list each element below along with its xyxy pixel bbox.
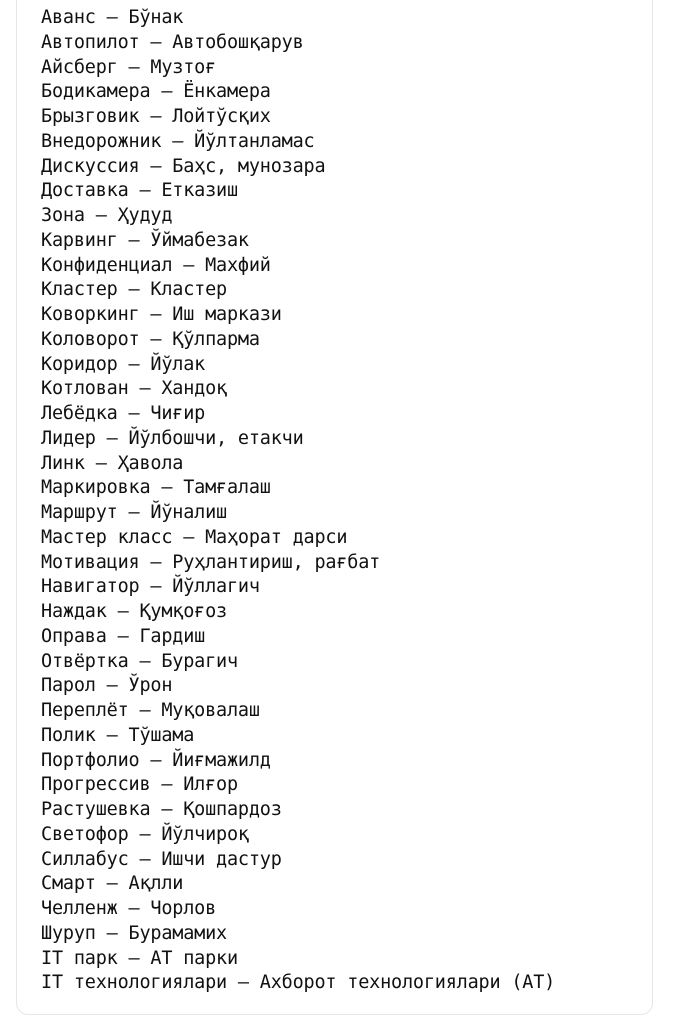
- entry-separator: —: [139, 328, 173, 350]
- glossary-entry: [41, 353, 555, 378]
- entry-term: Дискуссия: [41, 155, 140, 177]
- entry-translation: Тамғалаш: [183, 477, 271, 499]
- entry-term: Навигатор: [41, 576, 140, 598]
- entry-translation: Баҳс, мунозара: [172, 155, 326, 177]
- glossary-entry: [41, 80, 555, 105]
- entry-term: Доставка: [41, 180, 129, 202]
- glossary-entry: [41, 872, 555, 897]
- entry-translation: Йўлчироқ: [161, 823, 249, 845]
- glossary-entry: [41, 105, 555, 130]
- entry-translation: Йўлтанламас: [194, 130, 315, 152]
- entry-translation: Ҳавола: [117, 452, 184, 474]
- entry-translation: Йиғмажилд: [172, 749, 271, 771]
- glossary-entry: [41, 427, 555, 452]
- entry-translation: Бурагич: [161, 650, 238, 672]
- entry-separator: —: [95, 7, 129, 28]
- entry-translation: Йўллагич: [172, 576, 260, 598]
- entry-term: Карвинг: [41, 229, 118, 251]
- entry-separator: —: [95, 873, 129, 895]
- entry-separator: —: [84, 205, 118, 226]
- entry-separator: —: [117, 403, 151, 424]
- glossary-entry: [41, 947, 555, 972]
- entry-term: Бодикамера: [41, 81, 151, 103]
- glossary-entry: [41, 897, 555, 922]
- entry-term: IT технологиялари: [41, 972, 227, 994]
- entry-term: Прогрессив: [41, 774, 151, 796]
- entry-translation: Ишчи дастур: [161, 848, 282, 870]
- entry-translation: Йўналиш: [150, 502, 227, 523]
- entry-translation: Қошпардоз: [183, 799, 282, 820]
- glossary-entry: [41, 526, 555, 551]
- glossary-entry: [41, 328, 555, 353]
- entry-translation: Йўлбошчи, етакчи: [128, 427, 304, 449]
- glossary-entry: [41, 56, 555, 81]
- entry-translation: Гардиш: [139, 625, 206, 647]
- entry-translation: Чорлов: [150, 898, 217, 919]
- entry-translation: Автобошқарув: [172, 31, 304, 53]
- entry-separator: —: [128, 180, 162, 202]
- glossary-entry: [41, 699, 555, 724]
- entry-separator: —: [128, 650, 162, 672]
- glossary-entry: [41, 254, 555, 279]
- entry-term: Айсберг: [41, 56, 118, 78]
- entry-translation: Муқовалаш: [161, 700, 260, 721]
- entry-translation: Ўрон: [128, 675, 173, 697]
- entry-translation: АТ парки: [150, 947, 238, 969]
- glossary-entry: [41, 848, 555, 873]
- glossary-entry: [41, 625, 555, 650]
- entry-translation: Ўймабезак: [150, 229, 249, 251]
- entry-term: Конфиденциал: [41, 254, 173, 276]
- glossary-entry: [41, 922, 555, 947]
- entry-translation: Бўнак: [128, 7, 184, 28]
- entry-term: Лебёдка: [41, 403, 118, 424]
- entry-translation: Йўлак: [150, 353, 206, 375]
- entry-term: Внедорожник: [41, 130, 162, 152]
- entry-separator: —: [150, 477, 184, 499]
- glossary-entry: [41, 377, 555, 402]
- entry-term: Полик: [41, 724, 96, 746]
- entry-separator: —: [106, 625, 140, 647]
- glossary-entry: [41, 204, 555, 229]
- glossary-entry: [41, 303, 555, 328]
- entry-term: IT парк: [41, 947, 118, 969]
- entry-translation: Маҳорат дарси: [205, 526, 348, 548]
- entry-translation: Чиғир: [150, 403, 206, 424]
- entry-separator: —: [172, 526, 206, 548]
- entry-translation: Ҳудуд: [117, 205, 173, 226]
- entry-term: Коловорот: [41, 328, 140, 350]
- entry-translation: Ақлли: [128, 873, 184, 895]
- entry-translation: Хандоқ: [161, 378, 227, 400]
- entry-separator: —: [128, 823, 162, 845]
- glossary-entry: [41, 551, 555, 576]
- glossary-entry: [41, 402, 555, 427]
- glossary-entry: [41, 798, 555, 823]
- entry-separator: —: [226, 972, 260, 994]
- glossary-entry: [41, 773, 555, 798]
- entry-term: Мотивация: [41, 551, 140, 573]
- entry-translation: Музтоғ: [150, 56, 217, 78]
- glossary-entry: [41, 452, 555, 477]
- entry-term: Переплёт: [41, 700, 129, 721]
- entry-separator: —: [150, 81, 184, 103]
- glossary-entry: [41, 650, 555, 675]
- entry-term: Мастер класс: [41, 526, 173, 548]
- entry-separator: —: [172, 254, 206, 276]
- entry-translation: Махфий: [205, 254, 271, 276]
- entry-separator: —: [95, 922, 129, 944]
- entry-term: Лидер: [41, 427, 96, 449]
- entry-translation: Қумқоғоз: [139, 601, 227, 622]
- entry-separator: —: [150, 799, 184, 820]
- entry-translation: Етказиш: [161, 180, 238, 202]
- entry-term: Кластер: [41, 279, 118, 301]
- entry-separator: —: [84, 452, 118, 474]
- entry-term: Смарт: [41, 873, 96, 895]
- glossary-entry: [41, 179, 555, 204]
- entry-translation: Илғор: [183, 774, 238, 796]
- glossary-entry: [41, 823, 555, 848]
- entry-separator: —: [95, 724, 129, 746]
- entry-term: Маркировка: [41, 477, 151, 499]
- entry-separator: —: [128, 848, 162, 870]
- entry-term: Автопилот: [41, 31, 140, 53]
- entry-translation: Лойтўсқих: [172, 106, 271, 127]
- entry-separator: —: [106, 601, 140, 622]
- glossary-entry: [41, 229, 555, 254]
- entry-separator: —: [139, 576, 173, 598]
- glossary-entry: [41, 971, 555, 996]
- entry-separator: —: [139, 749, 173, 771]
- entry-translation: Ёнкамера: [183, 81, 271, 103]
- entry-separator: —: [139, 304, 173, 325]
- entry-term: Зона: [41, 205, 85, 226]
- entry-term: Наждак: [41, 601, 107, 622]
- entry-term: Брызговик: [41, 106, 140, 127]
- entry-translation: Кластер: [150, 279, 227, 301]
- entry-separator: —: [139, 31, 173, 53]
- entry-translation: Ахборот технологиялари (АТ): [259, 972, 556, 994]
- entry-term: Коридор: [41, 353, 118, 375]
- entry-term: Светофор: [41, 823, 129, 845]
- entry-translation: Иш маркази: [172, 304, 282, 325]
- entry-separator: —: [95, 675, 129, 697]
- entry-separator: —: [117, 898, 151, 919]
- glossary-entry: [41, 278, 555, 303]
- glossary-entry: [41, 31, 555, 56]
- entry-term: Силлабус: [41, 848, 129, 870]
- entry-term: Коворкинг: [41, 304, 140, 325]
- entry-term: Оправа: [41, 625, 107, 647]
- glossary-entry: [41, 476, 555, 501]
- entry-term: Челленж: [41, 898, 118, 919]
- entry-separator: —: [95, 427, 129, 449]
- glossary-entry: [41, 130, 555, 155]
- entry-term: Парол: [41, 675, 96, 697]
- entry-separator: —: [128, 700, 162, 721]
- glossary-entry: [41, 575, 555, 600]
- entry-separator: —: [161, 130, 195, 152]
- entry-term: Линк: [41, 452, 85, 474]
- entry-translation: Тўшама: [128, 724, 195, 746]
- entry-separator: —: [117, 353, 151, 375]
- entry-separator: —: [117, 56, 151, 78]
- entry-separator: —: [128, 378, 162, 400]
- entry-separator: —: [139, 106, 173, 127]
- glossary-entry: [41, 501, 555, 526]
- entry-term: Шуруп: [41, 922, 96, 944]
- entry-separator: —: [117, 279, 151, 301]
- entry-translation: Руҳлантириш, рағбат: [172, 551, 381, 573]
- entry-separator: —: [139, 551, 173, 573]
- entry-separator: —: [117, 502, 151, 523]
- glossary-entry: [41, 724, 555, 749]
- entry-translation: Қўлпарма: [172, 328, 260, 350]
- glossary-entry: [41, 749, 555, 774]
- entry-term: Аванс: [41, 7, 96, 28]
- glossary-entry: [41, 674, 555, 699]
- entry-separator: —: [139, 155, 173, 177]
- entry-separator: —: [150, 774, 184, 796]
- glossary-entry: [41, 155, 555, 180]
- entry-translation: Бурамамих: [128, 922, 227, 944]
- glossary-list: [41, 6, 555, 996]
- glossary-entry: [41, 6, 555, 31]
- glossary-entry: [41, 600, 555, 625]
- entry-term: Маршрут: [41, 502, 118, 523]
- entry-separator: —: [117, 947, 151, 969]
- entry-separator: —: [117, 229, 151, 251]
- entry-term: Отвёртка: [41, 650, 129, 672]
- entry-term: Портфолио: [41, 749, 140, 771]
- entry-term: Растушевка: [41, 799, 151, 820]
- entry-term: Котлован: [41, 378, 129, 400]
